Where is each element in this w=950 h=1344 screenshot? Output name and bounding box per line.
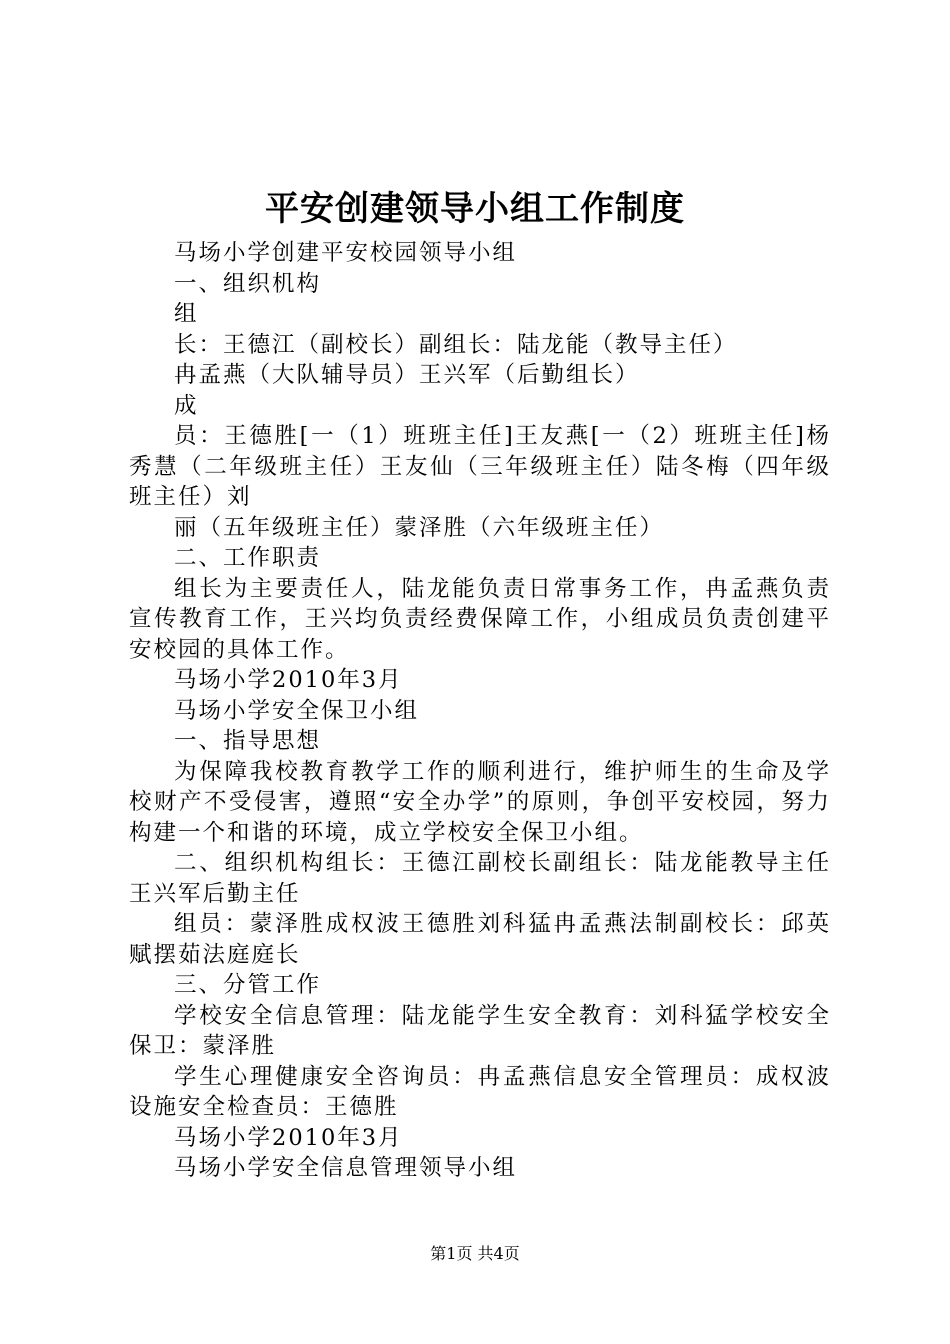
paragraph: 二、工作职责 [174,545,322,571]
paragraph: 马场小学2010年3月 [174,1124,403,1151]
paragraph: 组员：蒙泽胜成权波王德胜刘科猛冉孟燕法制副校长：邱英赋摆茹法庭庭长 [129,911,831,968]
document-body [129,238,831,1184]
paragraph: 马场小学安全保卫小组 [174,697,420,724]
paragraph: 冉孟燕（大队辅导员）王兴军（后勤组长） [174,362,640,388]
page-footer: 第1页 共4页 [430,1244,520,1263]
paragraph: 马场小学安全信息管理领导小组 [174,1155,518,1181]
paragraph: 学校安全信息管理：陆龙能学生安全教育：刘科猛学校安全保卫：蒙泽胜 [129,1002,831,1059]
paragraph: 成 [174,392,199,419]
paragraph: 学生心理健康安全咨询员：冉孟燕信息安全管理员：成权波设施安全检查员：王德胜 [129,1063,831,1120]
paragraph: 马场小学2010年3月 [174,667,403,693]
paragraph: 马场小学创建平安校园领导小组 [174,240,518,266]
paragraph: 一、指导思想 [174,728,322,754]
paragraph: 组 [174,301,199,327]
paragraph: 一、组织机构 [174,270,322,297]
paragraph: 三、分管工作 [174,972,322,998]
paragraph: 为保障我校教育教学工作的顺利进行，维护师生的生命及学校财产不受侵害，遵照“安全办学”的原则，争创平安校园，努力构建一个和谐的环境，成立学校安全保卫小组。 [129,758,831,846]
paragraph: 组长为主要责任人，陆龙能负责日常事务工作，冉孟燕负责宣传教育工作，王兴均负责经费保障工作，小组成员负责创建平安校园的具体工作。 [129,575,831,663]
paragraph: 长：王德江（副校长）副组长：陆龙能（教导主任） [174,331,738,358]
paragraph: 员：王德胜[一（1）班班主任]王友燕[一（2）班班主任]杨秀慧（二年级班主任）王友仙（三年级班主任）陆冬梅（四年级班主任）刘 [129,423,831,510]
paragraph: 丽（五年级班主任）蒙泽胜（六年级班主任） [174,514,665,541]
paragraph: 二、组织机构组长：王德江副校长副组长：陆龙能教导主任王兴军后勤主任 [129,850,831,907]
document-title: 平安创建领导小组工作制度 [265,189,685,229]
